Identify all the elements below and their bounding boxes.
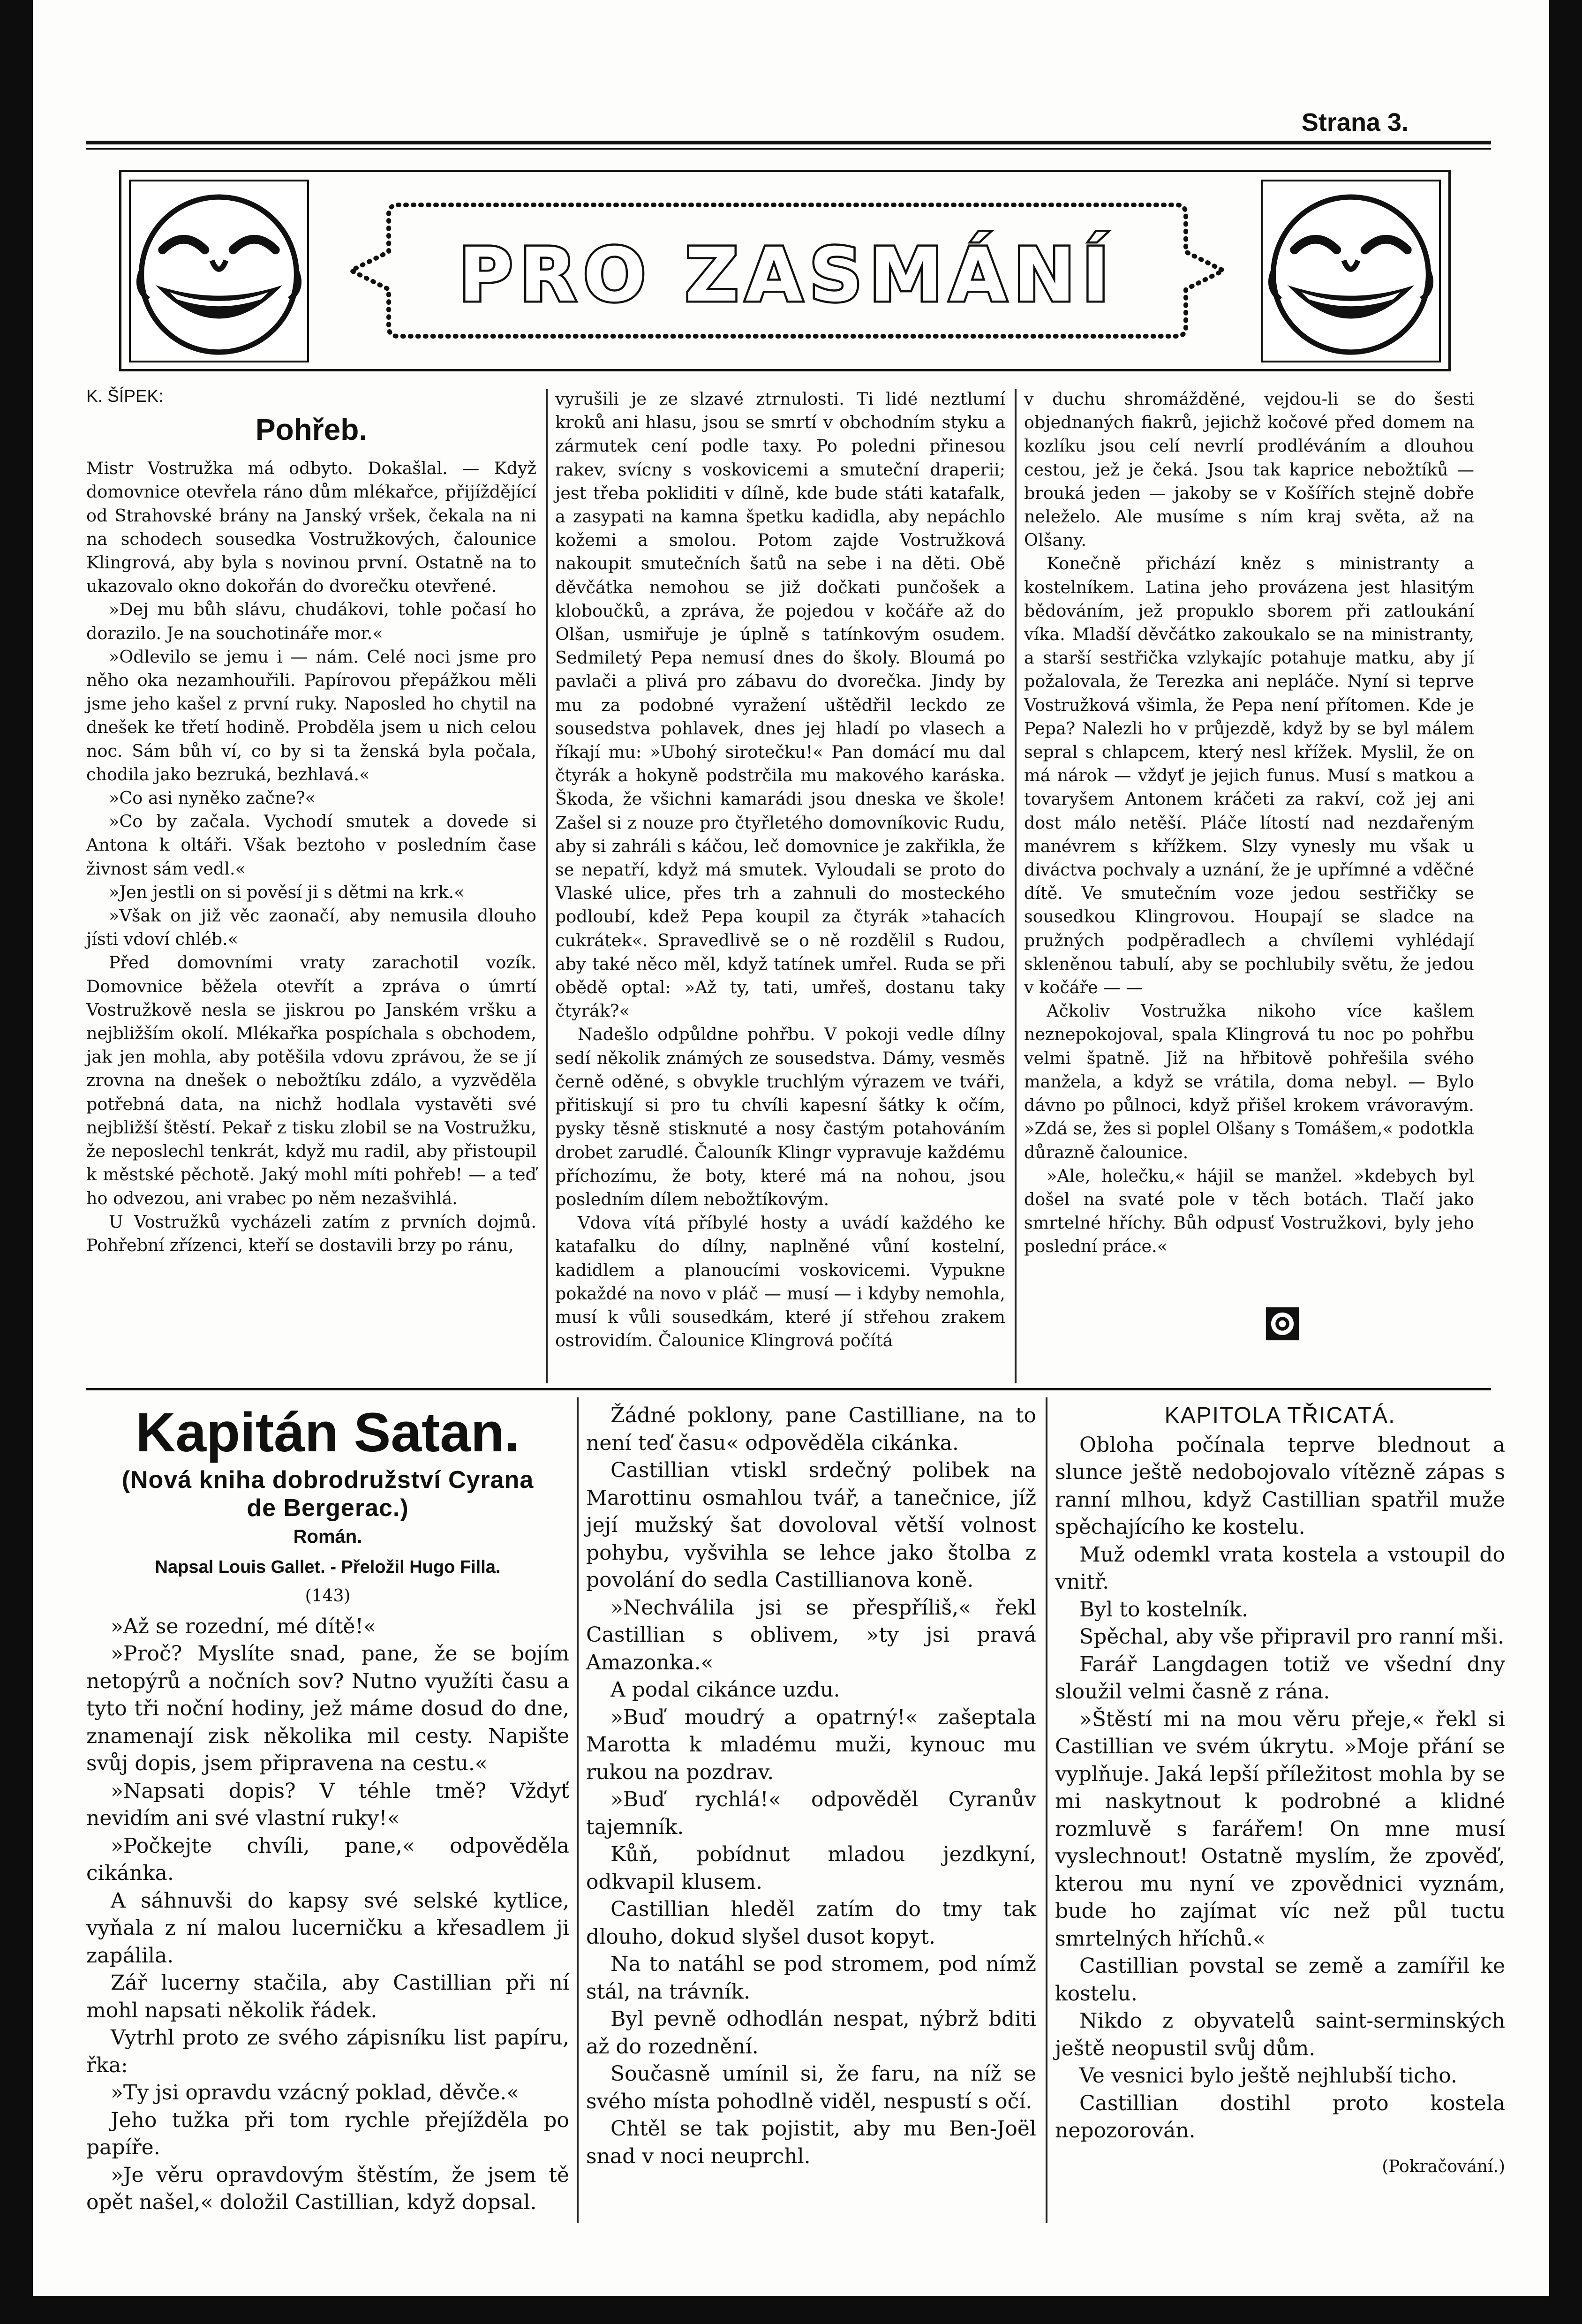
paragraph: »Až se rozední, mé dítě!« <box>111 1614 377 1638</box>
laughing-face-icon <box>129 180 309 362</box>
paragraph: Žádné poklony, pane Castilliane, na to není teď času« odpověděla cikánka. <box>586 1403 1036 1455</box>
paragraph: Ačkoliv Vostružka nikoho více kašlem neznepokojoval, spala Klingrová tu noc po pohřbu velmi špatně. Již na hřbitově pohřešila svého manžela, a když se vrátila, doma nebyl. — Bylo dávno po půlnoci, když přišel krokem vrávoravým. »Zdá se, žes si poplel Olšany s Tomášem,« podotkla důrazně čalounice. <box>1024 1001 1474 1162</box>
paragraph: Castillian vtiskl srdečný polibek na Marottinu osmahlou tvář, a tanečnice, jíž její mužský šat dovoloval větší volnost pohybu, vyšvihla se lehce jako štolba z povolání do sedla Castillianova koně. <box>586 1458 1036 1592</box>
paragraph: »Co by začala. Vychodí smutek a dovede si Antona k oltáři. Však beztoho v posledním čase živnost sám vedl.« <box>86 811 536 879</box>
paragraph: Na to natáhl se pod stromem, pod nímž stál, na trávník. <box>586 1952 1036 2004</box>
serial-column <box>1055 1402 1505 2181</box>
paragraph: U Vostružků vycházeli zatím z prvních dojmů. Pohřební zřízenci, kteří se dostavili brzy po ránu, <box>86 1211 536 1255</box>
column-divider <box>546 389 548 1383</box>
serial-column <box>586 1402 1036 2170</box>
paragraph: A podal cikánce uzdu. <box>610 1678 840 1702</box>
paragraph: Castillian povstal se země a zamířil ke kostelu. <box>1055 1954 1505 2006</box>
paragraph: Vytrhl proto ze svého zápisníku list papíru, řka: <box>86 2026 569 2077</box>
article-column <box>555 387 1005 1352</box>
chapter-heading: KAPITOLA TŘICATÁ. <box>1164 1403 1396 1428</box>
paragraph: Konečně přichází kněz s ministranty a kostelníkem. Latina jeho provázena jest hlasitým bědováním, jež propuklo sborem při zatloukání víka. Mladší děvčátko zakoukalo se na ministranty, a starší sestřička vzlykajíc potahuje matku, aby jí požalovala, že Terezka ani nepláče. Nyní si teprve Vostružková všimla, že Pepa není přítomen. Kde je Pepa? Nalezli ho v průjezdě, když by se byl málem sepral s chlapcem, který nesl křížek. Myslil, že on má nárok — vždyť je jejich funus. Musí s matkou a tovaryšem Antonem kráčeti za rakví, což jej ani dost málo netěší. Pláče lítostí nad nezdařeným manévrem s křížkem. Slzy vynesly mu však u diváctva pochvaly a uznání, že je upřímné a vděčné dítě. Ve smutečním voze jedou sestřičky se sousedkou Klingrovou. Houpají se sladce na pružných podpěradlech a chvílemi vyhlédají skleněnou tabulí, aby se pochlubily světu, že jedou v kočáře — — <box>1024 553 1474 998</box>
serial-byline: Napsal Louis Gallet. - Přeložil Hugo Filla. <box>155 1557 501 1577</box>
serial-title: Kapitán Satan. <box>136 1402 520 1464</box>
paragraph: »Dej mu bůh slávu, chudákovi, tohle počasí ho dorazilo. Je na souchotináře mor.« <box>86 599 536 643</box>
paragraph: Obloha počínala teprve blednout a slunce ještě nedobojovalo vítězně zápas s ranní mlhou, když Castillian spatřil muže spěchajícího ke kostelu. <box>1055 1433 1505 1539</box>
paragraph: »Ty jsi opravdu vzácný poklad, děvče.« <box>111 2081 520 2105</box>
page-number: Strana 3. <box>1301 108 1409 136</box>
top-rule-thin <box>86 148 1491 150</box>
paragraph: Chtěl se tak pojistit, aby mu Ben-Joël snad v noci neuprchl. <box>586 2117 1036 2168</box>
title-banner <box>342 196 1233 346</box>
article-author: K. ŠÍPEK: <box>86 386 164 406</box>
top-rule <box>86 141 1491 144</box>
paragraph: Spěchal, aby vše připravil pro ranní mši. <box>1079 1625 1505 1649</box>
paragraph: »Buď rychlá!« odpověděl Cyranův tajemník. <box>586 1788 1036 1839</box>
paragraph: »Odlevilo se jemu i — nám. Celé noci jsme pro něho oka nezamhouřili. Papírovou přepážkou měli jsme jeho kašel z první ruky. Naposled ho chytil na dnešek ke třetí hodině. Probděla jsem u nich celou noc. Sám bůh ví, co by si ta ženská byla počala, chodila jako bezruká, bezhlavá.« <box>86 646 536 785</box>
serial-genre: Román. <box>293 1526 362 1547</box>
paragraph: »Co asi nyněko začne?« <box>109 788 316 808</box>
paragraph: »Napsati dopis? V téhle tmě? Vždyť nevidím ani své vlastní ruky!« <box>86 1779 569 1830</box>
paragraph: Současně umínil si, že faru, na níž se svého místa pohodlně viděl, nespustí s očí. <box>586 2062 1036 2113</box>
serial-subtitle: (Nová kniha dobrodružství Cyrana <box>121 1466 534 1494</box>
newspaper-page <box>33 0 1549 2296</box>
paragraph: Vdova vítá příbylé hosty a uvádí každého ke katafalku do dílny, naplněné vůní kostelní, kadidlem a planoucími voskovicemi. Vypukne pokaždé na novo v pláč — musí — i kdyby nemohla, musí k vůli sousedkám, které jí střehou zrakem ostrovidím. Čalounice Klingrová počítá <box>555 1213 1005 1351</box>
end-ornament-icon <box>1265 1306 1300 1341</box>
article-column <box>86 385 536 1257</box>
paragraph: Zář lucerny stačila, aby Castillian při ní mohl napsati několik řádek. <box>86 1971 569 2022</box>
paragraph: Jeho tužka při tom rychle přejížděla po papíře. <box>86 2108 569 2159</box>
paragraph: »Počkejte chvíli, pane,« odpověděla cikánka. <box>86 1834 569 1885</box>
column-divider <box>1046 1397 1047 2223</box>
paragraph: A sáhnuvši do kapsy své selské kytlice, vyňala z ní malou lucerničku a křesadlem ji zapálila. <box>86 1888 569 1968</box>
column-divider <box>577 1397 579 2223</box>
paragraph: »Nechválila jsi se přespříliš,« řekl Castillian s oblivem, »ty jsi pravá Amazonka.« <box>586 1595 1036 1675</box>
paragraph: »Buď moudrý a opatrný!« zašeptala Marotta k mladému muži, kynouc mu rukou na pozdrav. <box>586 1705 1036 1784</box>
paragraph: »Je věru opravdovým štěstím, že jsem tě opět našel,« doložil Castillian, když dopsal. <box>86 2163 569 2214</box>
paragraph: v duchu shromážděné, vejdou-li se do šesti objednaných fiakrů, jejichž kočové před domem na kozlíku jsou celí nevrlí prodléváním a dlouhou cestou, jež je čeká. Jsou tak kaprice nebožtíků — brouká jeden — jakoby se v Košířích stejně dobře neleželo. Ale musíme s ním kraj světa, až na Olšany. <box>1024 389 1474 551</box>
article-title: Pohřeb. <box>255 413 368 447</box>
paragraph: Byl pevně odhodlán nespat, nýbrž bditi až do rozednění. <box>586 2007 1036 2059</box>
paragraph: »Ale, holečku,« hájil se manžel. »kdebych byl došel na svaté pole v těch botách. Tlačí jako smrtelné hříchy. Bůh odpusť Vostružkovi, byly jeho poslední práce.« <box>1024 1165 1474 1257</box>
serial-installment: (143) <box>305 1586 351 1606</box>
paragraph: Castillian dostihl proto kostela nepozorován. <box>1055 2091 1505 2143</box>
paragraph: Před domovními vraty zarachotil vozík. Domovnice běžela otevřít a zpráva o úmrtí Vostružkově nesla se jiskrou po Janském vršku a nejbližším okolí. Mlékařka pospíchala s obchodem, jak jen mohla, aby potěšila vdovu zprávou, že se jí zrovna na dnešek o nebožtíku zdálo, a vyzvěděla potřebná data, na nichž hodlala vystavěti své nejbližší štěstí. Pekař z tisku zlobil se na Vostružku, že neposlechl tenkrát, když mu radil, aby přistoupil k městské pěchotě. Jaký mohl míti pohřeb! — a teď ho odvezou, ani vrabec po něm nezašvihlá. <box>86 952 536 1208</box>
section-rule <box>86 1388 1491 1390</box>
paragraph: »Proč? Myslíte snad, pane, že se bojím netopýrů a nočních sov? Nutno využíti času a tyto tři noční hodiny, jež máme dosud do dne, znamenají zisk několika mil cesty. Napište svůj dopis, jsem připravena na cestu.« <box>86 1642 569 1775</box>
paragraph: Kůň, pobídnut mladou jezdkyní, odkvapil klusem. <box>586 1842 1036 1894</box>
paragraph: Muž odemkl vrata kostela a vstoupil do vnitř. <box>1055 1542 1505 1594</box>
paragraph: Byl to kostelník. <box>1079 1597 1248 1622</box>
paragraph: Mistr Vostružka má odbyto. Dokašlal. — Když domovnice otevřela ráno dům mlékařce, přijíždějící od Strahovské brány na Janský vršek, čekala na ni na schodech sousedka Vostružkových, čalounice Klingrová, aby byla s novinou první. Ostatně na to ukazovalo okno dokořán do dvorečku otevřené. <box>86 458 536 596</box>
continued-note: (Pokračování.) <box>1382 2157 1505 2176</box>
paragraph: Ve vesnici bylo ještě nejhlubší ticho. <box>1079 2064 1457 2088</box>
column-divider <box>1015 389 1017 1383</box>
section-masthead <box>119 170 1451 371</box>
article-column <box>1024 387 1474 1259</box>
paragraph: Nikdo z obyvatelů saint-serminských ještě neopustil svůj dům. <box>1055 2009 1505 2060</box>
paragraph: »Štěstí mi na mou věru přeje,« řekl si Castillian ve svém úkrytu. »Moje přání se vyplňuje. Jaká lepší příležitost mohla by se mi naskytnout k podrobné a klidné rozmluvě s farářem! On mne musí vyslechnout! Ostatně myslím, že zpověď, kterou mu nyní ve zpovědnici vyznám, bude ho zajímat víc než půl tuctu smrtelných hříchů.« <box>1055 1707 1505 1951</box>
paragraph: vyrušili je ze slzavé ztrnulosti. Ti lidé neztlumí kroků ani hlasu, jsou se smrtí v obchodním styku a zármutek cení podle taxy. Po poledni přinesou rakev, svícny s voskovicemi a smuteční draperii; jest třeba pokliditi v dílně, kde bude státi katafalk, a zasypati na kamna špetku kadidla, aby nepáchlo kožemi a smolou. Potom zajde Vostružková nakoupit smutečních šatů na sebe i na děti. Obě děvčátka nemohou se již dočkati punčošek a kloboučků, a zpráva, že pojedou v kočáře až do Olšan, usmiřuje je úplně s tatínkovým osudem. Sedmiletý Pepa nemusí dnes do školy. Bloumá po pavlači a plivá pro zábavu do dvorečka. Jindy by mu za podobné vyražení uštědřil leckdo ze sousedstva pohlavek, dnes jej hladí po vlasech a říkají mu: »Ubohý sirotečku!« Pan domácí mu dal čtyrák a hokyně podstrčila mu makového karáska. Škoda, že všichni kamarádi jsou dneska ve škole! Zašel si z nouze pro čtyřletého domovníkovic Rudu, aby si zahráli s káčou, leč domovnice je zakřikla, že se nepatří, když má smutek. Vyloudali se proto do Vlaské ulice, přes trh a zahnuli do mosteckého podloubí, kdež Pepa koupil za čtyrák »tahacích cukrátek«. Spravedlivě se o ně rozdělil s Rudou, aby také něco měl, když tatínek umřel. Ruda se při obědě optal: »Až ty, tati, umřeš, dostanu taky čtyrák?« <box>555 389 1005 1021</box>
serial-column <box>86 1402 569 2217</box>
paragraph: Castillian hleděl zatím do tmy tak dlouho, dokud slyšel dusot kopyt. <box>586 1897 1036 1949</box>
paragraph: Nadešlo odpůldne pohřbu. V pokoji vedle dílny sedí několik známých ze sousedstva. Dámy, vesměs černě oděné, s obvykle truchlým výrazem ve tváři, přitiskují si pro tu chvíli kapesní šátky k očím, pysky těsně stisknuté a nosy častým potahováním drobet zarudlé. Čalouník Klingr vypravuje každému příchozímu, že boty, které má na nohou, jsou posledním dílem nebožtíkovým. <box>555 1024 1005 1209</box>
paragraph: »Jen jestli on si pověsí ji s dětmi na krk.« <box>109 882 465 902</box>
section-title: PRO ZASMÁNÍ <box>459 232 1116 318</box>
paragraph: »Však on již věc zaonačí, aby nemusila dlouho jísti vdoví chléb.« <box>86 905 536 950</box>
serial-subtitle: de Bergerac.) <box>247 1494 409 1522</box>
laughing-face-icon <box>1261 180 1441 362</box>
paragraph: Farář Langdagen totiž ve všední dny sloužil velmi časně z rána. <box>1055 1652 1505 1704</box>
